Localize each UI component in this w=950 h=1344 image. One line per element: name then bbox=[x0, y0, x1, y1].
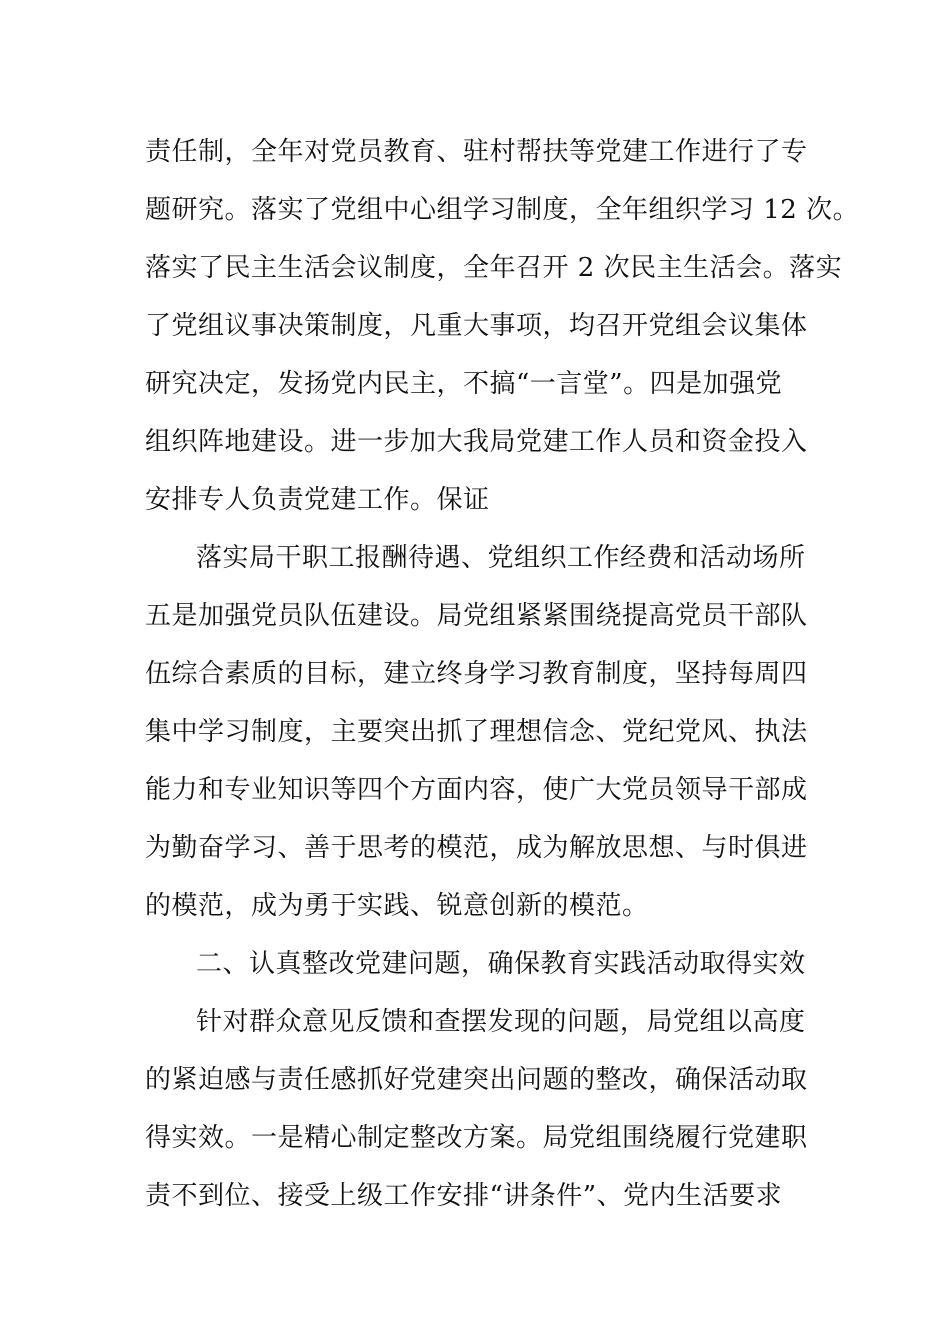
text-line: 安排专人负责党建工作。保证 bbox=[145, 485, 490, 515]
text-line: 组织阵地建设。进一步加大我局党建工作人员和资金投入 bbox=[145, 427, 808, 457]
text-line: 了党组议事决策制度，凡重大事项，均召开党组会议集体 bbox=[145, 311, 808, 341]
section-heading: 二、认真整改党建问题，确保教育实践活动取得实效 bbox=[196, 949, 806, 979]
paragraph-first-line: 针对群众意见反馈和查摆发现的问题，局党组以高度 bbox=[196, 1007, 806, 1037]
text-line: 能力和专业知识等四个方面内容，使广大党员领导干部成 bbox=[145, 775, 808, 805]
text-line: 五是加强党员队伍建设。局党组紧紧围绕提高党员干部队 bbox=[145, 601, 808, 631]
text-line: 的紧迫感与责任感抓好党建突出问题的整改，确保活动取 bbox=[145, 1065, 808, 1095]
text-line: 责不到位、接受上级工作安排“讲条件”、党内生活要求 bbox=[145, 1181, 783, 1211]
text-line: 为勤奋学习、善于思考的模范，成为解放思想、与时俱进 bbox=[145, 833, 808, 863]
text-line: 落实了民主生活会议制度，全年召开 2 次民主生活会。落实 bbox=[145, 253, 843, 283]
text-line: 的模范，成为勇于实践、锐意创新的模范。 bbox=[145, 891, 649, 921]
text-line: 得实效。一是精心制定整改方案。局党组围绕履行党建职 bbox=[145, 1123, 808, 1153]
paragraph-first-line: 落实局干职工报酬待遇、党组织工作经费和活动场所 bbox=[196, 543, 806, 573]
text-line: 责任制，全年对党员教育、驻村帮扶等党建工作进行了专 bbox=[145, 137, 808, 167]
text-line: 题研究。落实了党组中心组学习制度，全年组织学习 12 次。 bbox=[145, 195, 860, 225]
text-line: 研究决定，发扬党内民主，不搞“一言堂”。四是加强党 bbox=[145, 369, 783, 399]
text-line: 伍综合素质的目标，建立终身学习教育制度，坚持每周四 bbox=[145, 659, 808, 689]
text-line: 集中学习制度，主要突出抓了理想信念、党纪党风、执法 bbox=[145, 717, 808, 747]
